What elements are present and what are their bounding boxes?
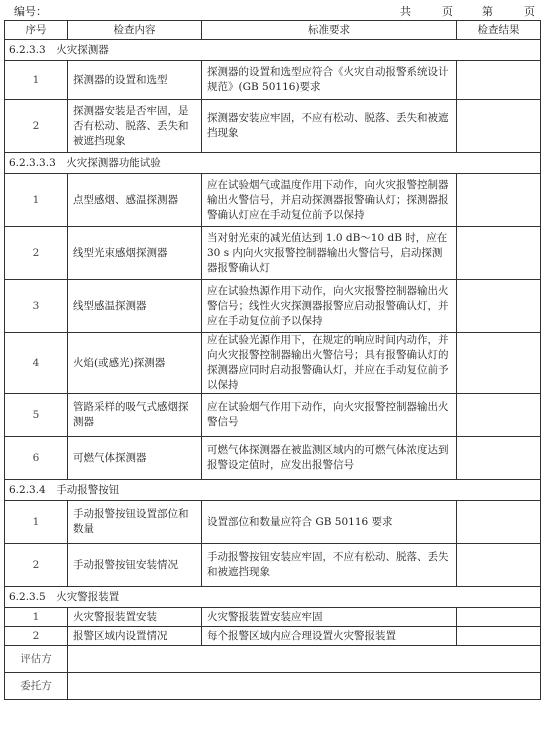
row-item: 线型感温探测器: [68, 280, 202, 333]
row-no: 2: [5, 227, 68, 280]
serial-number-label: 编号：: [14, 5, 47, 18]
row-no: 2: [5, 627, 68, 646]
row-result[interactable]: [457, 627, 541, 646]
row-result[interactable]: [457, 544, 541, 587]
row-result[interactable]: [457, 61, 541, 100]
row-result[interactable]: [457, 394, 541, 437]
row-requirement: 火灾警报装置安装应牢固: [202, 608, 457, 627]
row-item: 探测器安装是否牢固，是否有松动、脱落、丢失和被遮挡现象: [68, 100, 202, 153]
table-row: [5, 280, 541, 333]
row-no: 4: [5, 333, 68, 394]
row-item: 探测器的设置和选型: [68, 61, 202, 100]
row-requirement: 应在试验烟气或温度作用下动作，向火灾报警控制器输出火警信号，并启动探测器报警确认灯；探测器报警确认灯应在手动复位前予以保持: [202, 174, 457, 227]
row-item: 点型感烟、感温探测器: [68, 174, 202, 227]
row-requirement: 应在试验光源作用下，在规定的响应时间内动作，并向火灾报警控制器输出火警信号；具有报警确认灯的探测器应同时启动报警确认灯，并应在手动复位前予以保持: [202, 333, 457, 394]
row-no: 1: [5, 174, 68, 227]
row-item: 火焰(或感光)探测器: [68, 333, 202, 394]
table-row: [5, 227, 541, 280]
footer-label: 评估方: [5, 646, 68, 673]
total-label: 共: [400, 5, 411, 18]
page-header: [0, 0, 543, 20]
row-result[interactable]: [457, 501, 541, 544]
footer-value[interactable]: [68, 673, 541, 700]
row-no: 1: [5, 61, 68, 100]
col-header-item: 检查内容: [68, 21, 202, 40]
nth-label: 第: [482, 5, 493, 18]
page-unit-label: 页: [442, 5, 453, 18]
section-title: 6.2.3.3.3 火灾探测器功能试验: [5, 153, 541, 174]
table-row: [5, 394, 541, 437]
row-requirement: 当对射光束的减光值达到 1.0 dB～10 dB 时，应在 30 s 内向火灾报警控制器输出火警信号，启动探测器报警确认灯: [202, 227, 457, 280]
row-requirement: 探测器安装应牢固，不应有松动、脱落、丢失和被遮挡现象: [202, 100, 457, 153]
row-item: 火灾警报装置安装: [68, 608, 202, 627]
table-row: [5, 61, 541, 100]
row-result[interactable]: [457, 333, 541, 394]
row-no: 2: [5, 100, 68, 153]
row-item: 报警区域内设置情况: [68, 627, 202, 646]
section-title: 6.2.3.4 手动报警按钮: [5, 480, 541, 501]
row-requirement: 可燃气体探测器在被监测区域内的可燃气体浓度达到报警设定值时，应发出报警信号: [202, 437, 457, 480]
col-header-result: 检查结果: [457, 21, 541, 40]
row-no: 3: [5, 280, 68, 333]
row-item: 线型光束感烟探测器: [68, 227, 202, 280]
table-row: [5, 544, 541, 587]
row-no: 1: [5, 501, 68, 544]
table-row: [5, 501, 541, 544]
section-row: [5, 40, 541, 61]
row-requirement: 探测器的设置和选型应符合《火灾自动报警系统设计规范》(GB 50116)要求: [202, 61, 457, 100]
inspection-table: [4, 20, 541, 700]
table-row: [5, 333, 541, 394]
row-result[interactable]: [457, 174, 541, 227]
row-result[interactable]: [457, 280, 541, 333]
page-unit-label-2: 页: [524, 5, 535, 18]
section-row: [5, 153, 541, 174]
row-no: 5: [5, 394, 68, 437]
section-title: 6.2.3.5 火灾警报装置: [5, 587, 541, 608]
col-header-no: 序号: [5, 21, 68, 40]
table-row: [5, 100, 541, 153]
table-row: [5, 437, 541, 480]
table-row: [5, 627, 541, 646]
row-item: 手动报警按钮安装情况: [68, 544, 202, 587]
row-no: 2: [5, 544, 68, 587]
row-result[interactable]: [457, 608, 541, 627]
section-row: [5, 480, 541, 501]
row-result[interactable]: [457, 437, 541, 480]
row-requirement: 每个报警区域内应合理设置火灾警报装置: [202, 627, 457, 646]
table-row: [5, 608, 541, 627]
page-count: [400, 3, 535, 19]
footer-label: 委托方: [5, 673, 68, 700]
col-header-requirement: 标准要求: [202, 21, 457, 40]
footer-row-assessor: [5, 646, 541, 673]
table-header-row: [5, 21, 541, 40]
section-row: [5, 587, 541, 608]
table-row: [5, 174, 541, 227]
footer-row-client: [5, 673, 541, 700]
row-item: 管路采样的吸气式感烟探测器: [68, 394, 202, 437]
row-requirement: 应在试验烟气作用下动作，向火灾报警控制器输出火警信号: [202, 394, 457, 437]
row-no: 6: [5, 437, 68, 480]
row-no: 1: [5, 608, 68, 627]
row-requirement: 应在试验热源作用下动作，向火灾报警控制器输出火警信号；线性火灾探测器报警应启动报警确认灯，并应在手动复位前予以保持: [202, 280, 457, 333]
row-item: 可燃气体探测器: [68, 437, 202, 480]
footer-value[interactable]: [68, 646, 541, 673]
row-requirement: 手动报警按钮安装应牢固，不应有松动、脱落、丢失和被遮挡现象: [202, 544, 457, 587]
row-result[interactable]: [457, 100, 541, 153]
row-requirement: 设置部位和数量应符合 GB 50116 要求: [202, 501, 457, 544]
row-result[interactable]: [457, 227, 541, 280]
row-item: 手动报警按钮设置部位和数量: [68, 501, 202, 544]
section-title: 6.2.3.3 火灾探测器: [5, 40, 541, 61]
